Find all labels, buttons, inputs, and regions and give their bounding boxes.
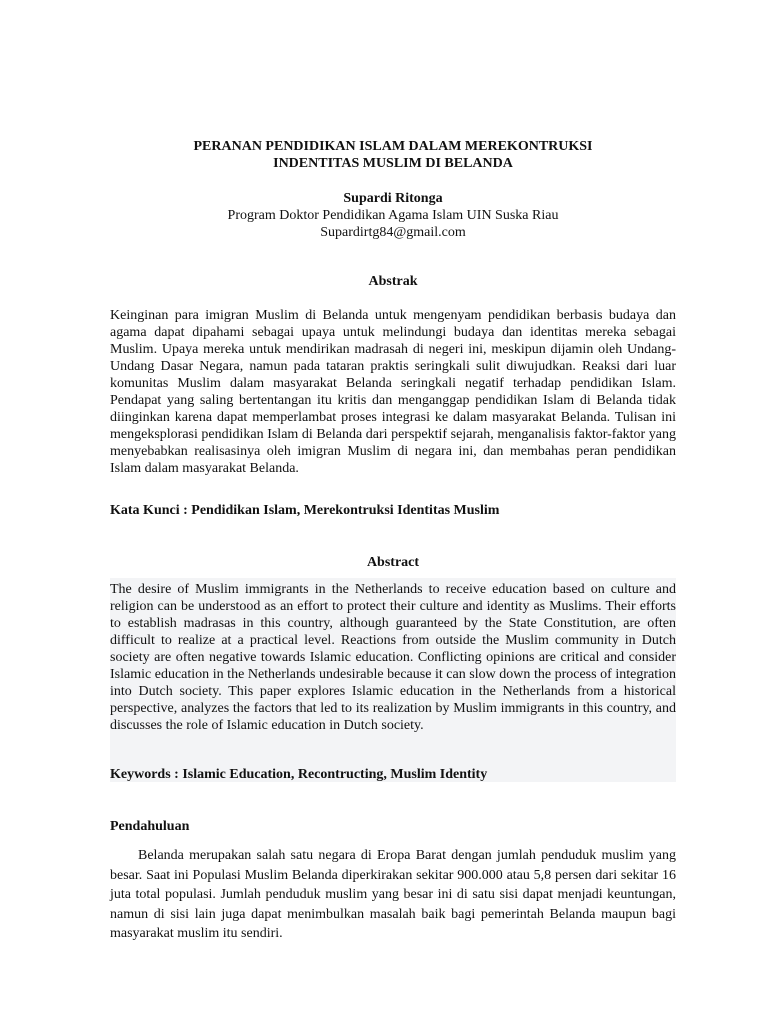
abstrak-heading: Abstrak <box>368 274 418 289</box>
paper-title-line-2: INDENTITAS MUSLIM DI BELANDA <box>273 156 513 171</box>
paper-title <box>110 138 676 172</box>
paper-title-line-1: PERANAN PENDIDIKAN ISLAM DALAM MEREKONTRUKSI <box>193 139 593 154</box>
author-email: Supardirtg84@gmail.com <box>320 225 466 240</box>
pendahuluan-heading: Pendahuluan <box>110 819 190 834</box>
author-affiliation: Program Doktor Pendidikan Agama Islam UIN Suska Riau <box>227 208 559 223</box>
author-block <box>110 190 676 241</box>
abstract-text: The desire of Muslim immigrants in the Netherlands to receive education based on culture and religion can be understood as an effort to protect their culture and identity as Muslims. Their efforts to establish madrasas in this country, although guaranteed by the State Constitution, are often difficult to realize at a practical level. Reactions from outside the Muslim community in Dutch society are often negative towards Islamic education. Conflicting opinions are critical and consider Islamic education in the Netherlands undesirable because it can slow down the process of integration into Dutch society. This paper explores Islamic education in the Netherlands from a historical perspective, analyzes the factors that led to its realization by Muslim immigrants in this country, and discusses the role of Islamic education in Dutch society. <box>110 582 676 733</box>
abstract-heading: Abstract <box>366 555 420 570</box>
pendahuluan-paragraph: Belanda merupakan salah satu negara di Eropa Barat dengan jumlah penduduk muslim yang besar. Saat ini Populasi Muslim Belanda diperkirakan sekitar 900.000 atau 5,8 persen dari sekitar 16 juta total populasi. Jumlah penduduk muslim yang besar ini di satu sisi dapat menjadi keuntungan, namun di sisi lain juga dapat menimbulkan masalah baik bagi pemerintah Belanda maupun bagi masyarakat muslim itu sendiri. <box>110 848 676 941</box>
kata-kunci: Kata Kunci : Pendidikan Islam, Merekontruksi Identitas Muslim <box>110 503 500 518</box>
keywords: Keywords : Islamic Education, Recontructing, Muslim Identity <box>110 767 488 782</box>
abstrak-text: Keinginan para imigran Muslim di Belanda untuk mengenyam pendidikan berbasis budaya dan agama dapat dipahami sebagai upaya untuk melindungi budaya dan identitas mereka sebagai Muslim. Upaya mereka untuk mendirikan madrasah di negeri ini, meskipun dijamin oleh Undang-Undang Dasar Negara, namun pada tataran praktis seringkali sulit diwujudkan. Reaksi dari luar komunitas Muslim dalam masyarakat Belanda seringkali negatif terhadap pendidikan Islam. Pendapat yang saling bertentangan itu kritis dan menganggap pendidikan Islam di Belanda tidak diinginkan karena dapat memperlambat proses integrasi ke dalam masyarakat Belanda. Tulisan ini mengeksplorasi pendidikan Islam di Belanda dari perspektif sejarah, menganalisis faktor-faktor yang menyebabkan realisasinya oleh imigran Muslim di negara ini, dan membahas peran pendidikan Islam dalam masyarakat Belanda. <box>110 308 676 476</box>
author-name: Supardi Ritonga <box>343 191 443 206</box>
